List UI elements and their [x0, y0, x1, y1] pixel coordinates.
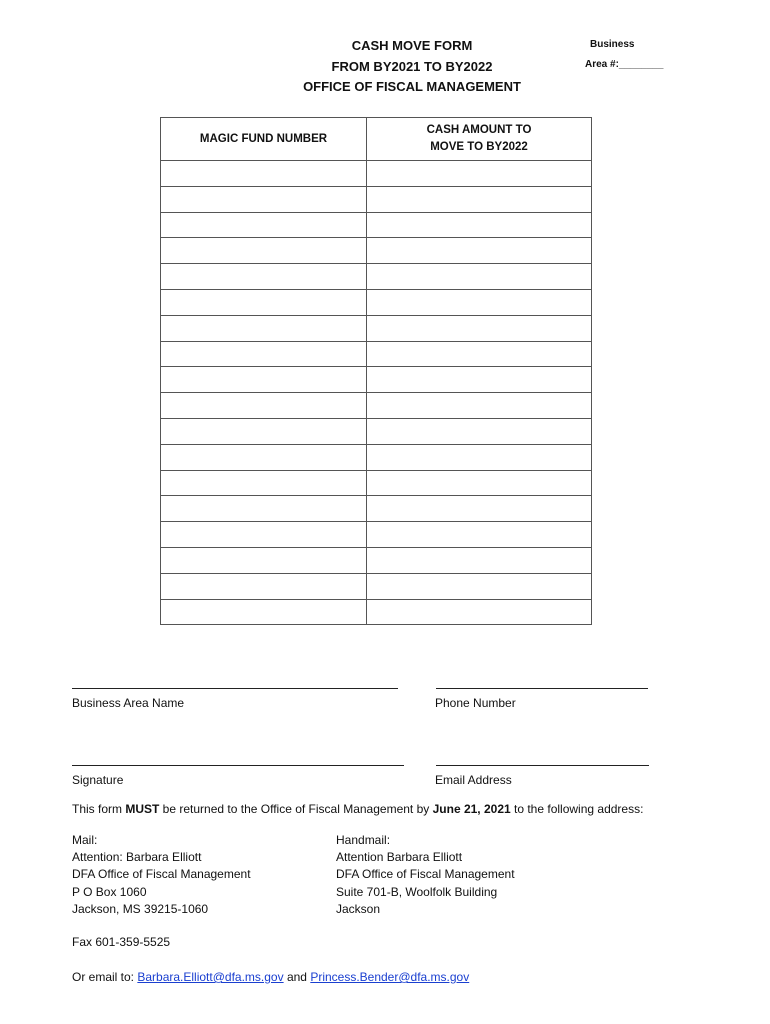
title-line-2: FROM BY2021 TO BY2022	[331, 58, 493, 74]
cash-amount-cell[interactable]	[367, 393, 592, 419]
business-area-field	[585, 35, 663, 75]
mail-line-3: P O Box 1060	[72, 884, 147, 899]
table-row	[161, 393, 592, 419]
handmail-line-3: Suite 701-B, Woolfolk Building	[336, 884, 498, 899]
table-row	[161, 496, 592, 522]
email-address-label: Email Address	[435, 773, 512, 787]
magic-fund-number-cell[interactable]	[161, 238, 367, 264]
cash-amount-header-line1: CASH AMOUNT TO	[426, 124, 532, 136]
table-row	[161, 341, 592, 367]
magic-fund-number-cell[interactable]	[161, 470, 367, 496]
cash-amount-cell[interactable]	[367, 289, 592, 315]
email-address-line[interactable]	[436, 765, 649, 766]
cash-amount-cell[interactable]	[367, 599, 592, 625]
magic-fund-number-cell[interactable]	[161, 264, 367, 290]
cash-amount-cell[interactable]	[367, 264, 592, 290]
email-contacts	[72, 970, 469, 984]
title-line-3: OFFICE OF FISCAL MANAGEMENT	[303, 79, 521, 94]
return-notice	[72, 802, 643, 816]
magic-fund-number-cell[interactable]	[161, 393, 367, 419]
cash-amount-cell[interactable]	[367, 367, 592, 393]
cash-amount-header	[367, 118, 592, 161]
handmail-line-4: Jackson	[336, 901, 381, 916]
magic-fund-number-cell[interactable]	[161, 547, 367, 573]
mail-heading: Mail:	[72, 833, 98, 847]
cash-amount-cell[interactable]	[367, 186, 592, 212]
notice-part3: to the following address:	[510, 802, 644, 816]
magic-fund-number-cell[interactable]	[161, 161, 367, 187]
magic-fund-number-cell[interactable]	[161, 186, 367, 212]
table-row	[161, 573, 592, 599]
handmail-line-2: DFA Office of Fiscal Management	[336, 867, 515, 882]
table-row	[161, 289, 592, 315]
handmail-address-block	[336, 832, 515, 918]
signature-line[interactable]	[72, 765, 404, 766]
handmail-heading: Handmail:	[336, 833, 391, 847]
magic-fund-number-cell[interactable]	[161, 367, 367, 393]
table-row	[161, 599, 592, 625]
table-row	[161, 418, 592, 444]
magic-fund-number-cell[interactable]	[161, 522, 367, 548]
mail-line-2: DFA Office of Fiscal Management	[72, 867, 251, 882]
cash-amount-header-line2: MOVE TO BY2022	[430, 141, 528, 153]
phone-number-line[interactable]	[436, 688, 648, 689]
mail-line-1: Attention: Barbara Elliott	[72, 850, 202, 865]
table-row	[161, 444, 592, 470]
cash-amount-cell[interactable]	[367, 496, 592, 522]
mail-address-block	[72, 832, 251, 918]
notice-part2: be returned to the Office of Fiscal Management by	[159, 802, 433, 816]
magic-fund-number-cell[interactable]	[161, 289, 367, 315]
fund-table-body	[161, 161, 592, 625]
table-row	[161, 367, 592, 393]
table-row	[161, 238, 592, 264]
mail-line-4: Jackson, MS 39215-1060	[72, 901, 209, 916]
magic-fund-number-cell[interactable]	[161, 212, 367, 238]
cash-amount-cell[interactable]	[367, 522, 592, 548]
table-row	[161, 212, 592, 238]
cash-amount-cell[interactable]	[367, 238, 592, 264]
fax-number: Fax 601-359-5525	[72, 935, 171, 949]
notice-part1: This form	[72, 802, 126, 816]
magic-fund-number-cell[interactable]	[161, 496, 367, 522]
table-header-row	[161, 118, 592, 161]
business-label: Business	[590, 39, 635, 50]
magic-fund-number-cell[interactable]	[161, 444, 367, 470]
table-row	[161, 186, 592, 212]
cash-amount-cell[interactable]	[367, 315, 592, 341]
magic-fund-number-cell[interactable]	[161, 341, 367, 367]
handmail-line-1: Attention Barbara Elliott	[336, 850, 463, 865]
cash-amount-cell[interactable]	[367, 212, 592, 238]
magic-fund-number-header: MAGIC FUND NUMBER	[161, 118, 367, 161]
table-row	[161, 161, 592, 187]
cash-amount-cell[interactable]	[367, 341, 592, 367]
cash-amount-cell[interactable]	[367, 418, 592, 444]
magic-fund-number-cell[interactable]	[161, 599, 367, 625]
email-prefix: Or email to:	[72, 970, 138, 984]
signature-label: Signature	[72, 773, 124, 787]
cash-amount-cell[interactable]	[367, 573, 592, 599]
magic-fund-number-cell[interactable]	[161, 573, 367, 599]
cash-amount-cell[interactable]	[367, 470, 592, 496]
fund-table	[160, 117, 592, 625]
notice-date: June 21, 2021	[432, 802, 511, 816]
magic-fund-number-cell[interactable]	[161, 315, 367, 341]
table-row	[161, 547, 592, 573]
phone-number-label: Phone Number	[435, 696, 516, 710]
business-area-name-label: Business Area Name	[72, 696, 185, 710]
business-area-name-line[interactable]	[72, 688, 398, 689]
table-row	[161, 315, 592, 341]
email-link-barbara[interactable]: Barbara.Elliott@dfa.ms.gov	[137, 970, 284, 984]
table-row	[161, 470, 592, 496]
notice-must: MUST	[125, 802, 160, 816]
table-row	[161, 522, 592, 548]
form-title	[262, 36, 562, 98]
magic-fund-number-cell[interactable]	[161, 418, 367, 444]
cash-amount-cell[interactable]	[367, 444, 592, 470]
table-row	[161, 264, 592, 290]
cash-amount-cell[interactable]	[367, 547, 592, 573]
email-link-princess[interactable]: Princess.Bender@dfa.ms.gov	[310, 970, 470, 984]
cash-amount-cell[interactable]	[367, 161, 592, 187]
area-number-label[interactable]: Area #:________	[585, 59, 664, 70]
email-joiner: and	[283, 970, 311, 984]
title-line-1: CASH MOVE FORM	[351, 38, 473, 53]
